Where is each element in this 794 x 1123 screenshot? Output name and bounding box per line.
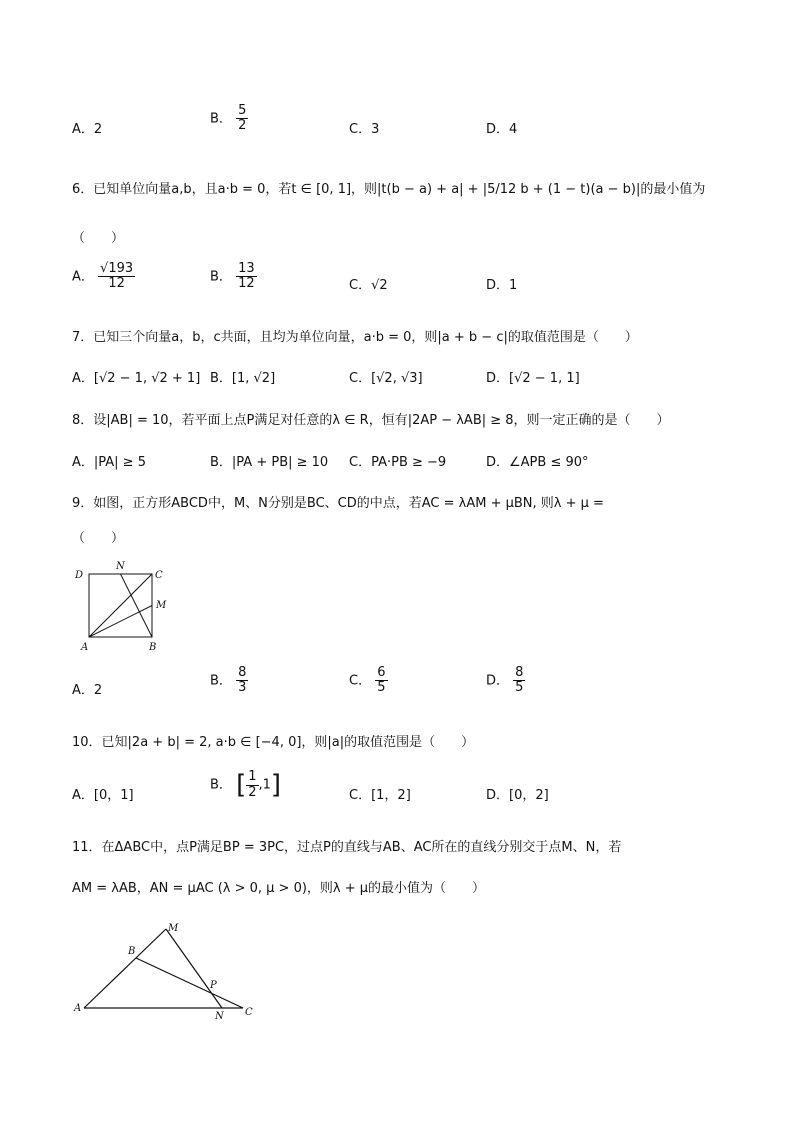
- label-p: P: [210, 980, 217, 991]
- q10-option-b-tail: ,1: [258, 777, 271, 793]
- q5-option-a: A．2: [72, 122, 103, 137]
- q5-option-b: [210, 104, 248, 134]
- label-b: B: [128, 946, 136, 957]
- label-a: A: [74, 1003, 82, 1014]
- q5-option-b-fraction: [236, 104, 248, 134]
- q10-stem: 10．已知|2a + b| = 2, a·b ∈ [−4, 0]，则|a|的取值范围是（ ）: [72, 735, 475, 750]
- q10-option-c: C．[1，2]: [349, 788, 411, 803]
- q9-option-d-label: D．: [486, 673, 510, 689]
- denominator: 2: [248, 784, 257, 800]
- label-b: B: [149, 642, 157, 653]
- q5-option-c: C．3: [349, 122, 380, 137]
- label-a: A: [81, 642, 89, 653]
- numerator: 6: [377, 665, 386, 680]
- q5-option-b-label: B．: [210, 111, 232, 127]
- q10-option-d: D．[0，2]: [486, 788, 549, 803]
- label-n: N: [215, 1011, 224, 1022]
- q7-option-d: D．[√2 − 1, 1]: [486, 371, 580, 386]
- segment-am: [89, 606, 152, 638]
- q8-stem: 8．设|AB| = 10，若平面上点P满足对任意的λ ∈ R，恒有|2AP − λAB| ≥ 8，则一定正确的是（ ）: [72, 413, 670, 428]
- line-mn: [166, 929, 222, 1008]
- q11-triangle-figure: [70, 918, 270, 1022]
- q8-option-c: C．PA·PB ≥ −9: [349, 455, 447, 470]
- line-bc: [136, 958, 243, 1008]
- q7-stem: 7．已知三个向量a，b，c共面，且均为单位向量，a·b = 0，则|a + b − c|的取值范围是（ ）: [72, 330, 638, 345]
- denominator: 12: [238, 276, 255, 292]
- label-d: D: [75, 570, 84, 581]
- label-m: M: [168, 923, 179, 934]
- q5-option-d: D．4: [486, 122, 518, 137]
- q10-option-b-fraction: [246, 770, 258, 800]
- denominator: 5: [515, 680, 524, 696]
- denominator: 5: [377, 680, 386, 696]
- numerator: 13: [238, 261, 255, 276]
- denominator: 3: [238, 680, 247, 696]
- q10-option-b-label: B．: [210, 777, 232, 793]
- q6-option-a-fraction: [98, 262, 135, 292]
- q8-option-a: A．|PA| ≥ 5: [72, 455, 146, 470]
- q9-option-a: A．2: [72, 683, 103, 698]
- q6-option-c: C．√2: [349, 278, 388, 293]
- left-bracket: [: [236, 770, 247, 800]
- q9-option-d: [486, 666, 525, 696]
- q6-option-b-label: B．: [210, 269, 232, 285]
- q6-option-b-fraction: [236, 262, 257, 292]
- numerator: √193: [100, 261, 134, 276]
- q9-option-b-fraction: [236, 666, 248, 696]
- q11-stem-line1: 11．在ΔABC中，点P满足BP = 3PC，过点P的直线与AB、AC所在的直线分别交于点M、N，若: [72, 840, 622, 855]
- q6-option-a-label: A．: [72, 269, 94, 285]
- q7-option-a: A．[√2 − 1, √2 + 1]: [72, 371, 201, 386]
- q6-paren: （ ）: [72, 231, 125, 246]
- q9-option-c-label: C．: [349, 673, 372, 689]
- numerator: 8: [238, 665, 247, 680]
- q8-option-b: B．|PA + PB| ≥ 10: [210, 455, 329, 470]
- q6-stem: 6．已知单位向量a,b，且a·b = 0，若t ∈ [0, 1]，则|t(b − a) + a| + |5/12 b + (1 − t)(a − b)|的最小值为: [72, 182, 706, 197]
- label-c: C: [155, 570, 163, 581]
- label-c: C: [245, 1007, 253, 1018]
- right-bracket: ]: [270, 770, 282, 800]
- q6-option-d: D．1: [486, 278, 518, 293]
- q7-option-b: B．[1, √2]: [210, 371, 276, 386]
- line-am: [84, 929, 166, 1008]
- denominator: 12: [108, 276, 125, 292]
- q9-option-b-label: B．: [210, 673, 232, 689]
- label-n: N: [116, 561, 125, 572]
- q10-option-a: A．[0，1]: [72, 788, 134, 803]
- q7-option-c: C．[√2, √3]: [349, 371, 423, 386]
- diagonal-ac: [89, 574, 152, 637]
- numerator: 8: [515, 665, 524, 680]
- q6-option-b: [210, 262, 257, 292]
- numerator: 5: [238, 103, 247, 118]
- q9-paren: （ ）: [72, 531, 125, 546]
- q9-option-b: [210, 666, 248, 696]
- denominator: 2: [238, 118, 247, 134]
- q9-option-d-fraction: [513, 666, 525, 696]
- q10-option-b: [210, 770, 281, 800]
- q9-square-figure: [72, 558, 182, 654]
- label-m: M: [156, 600, 167, 611]
- q9-option-c: [349, 666, 388, 696]
- numerator: 1: [248, 769, 257, 785]
- q9-option-c-fraction: [375, 666, 387, 696]
- q11-stem-line2: AM = λAB，AN = μAC (λ > 0, μ > 0)，则λ + μ的最小值为（ ）: [72, 881, 486, 896]
- q8-option-d: D．∠APB ≤ 90°: [486, 455, 589, 470]
- segment-bn: [121, 574, 153, 637]
- q6-option-a: [72, 262, 135, 292]
- q9-stem: 9．如图，正方形ABCD中，M、N分别是BC、CD的中点，若AC = λAM + μBN, 则λ + μ =: [72, 496, 604, 511]
